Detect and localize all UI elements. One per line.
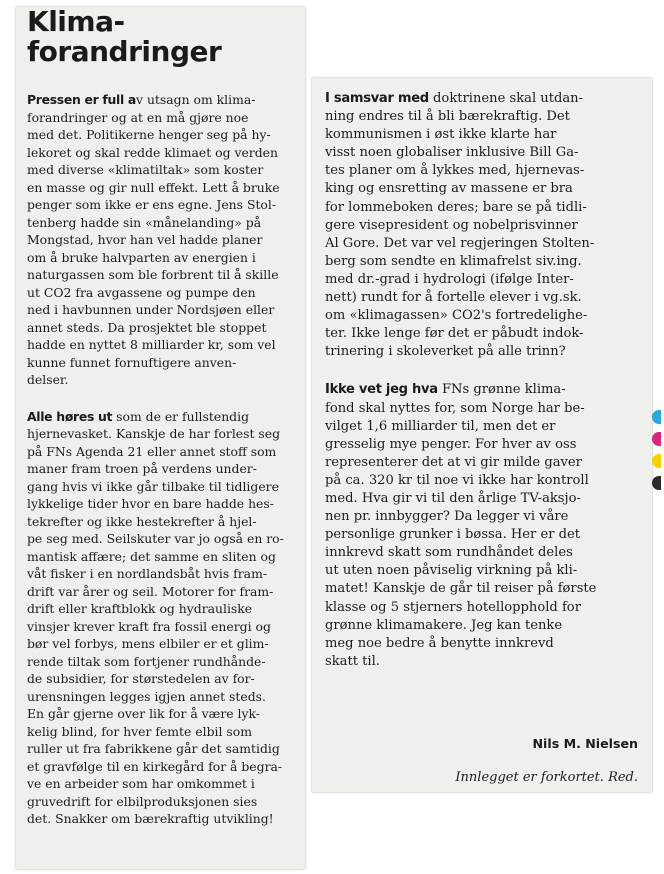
- text-line: [27, 425, 299, 443]
- line-text: ter. Ikke lenge før det er påbudt indok-: [325, 326, 584, 342]
- author-signature: Nils M. Nielsen: [532, 736, 638, 751]
- text-line: [27, 144, 299, 162]
- line-text: ve en arbeider som har omkommet i: [27, 776, 255, 791]
- text-line: [325, 199, 650, 217]
- paragraph-gap: [27, 389, 299, 408]
- text-line: [325, 418, 650, 436]
- text-line: [27, 810, 299, 828]
- line-text: matet! Kanskje de går til reiser på første: [325, 581, 597, 597]
- text-line: [27, 740, 299, 758]
- line-text: delser.: [27, 372, 69, 387]
- text-line: [27, 723, 299, 741]
- line-text: annet steds. Da prosjektet ble stoppet: [27, 319, 267, 335]
- line-text: gruvedrift for elbilproduksjonen sies: [27, 793, 258, 809]
- line-text: v utsagn om klima-: [136, 92, 256, 107]
- text-line: [325, 544, 650, 562]
- line-text: doktrinene skal utdan-: [428, 91, 584, 106]
- paragraph-lead: I samsvar med: [325, 91, 429, 106]
- line-text: pe seg med. Seilskuter var jo også en ro-: [27, 531, 284, 546]
- text-line: [325, 271, 650, 289]
- text-line: [325, 144, 650, 162]
- text-line: [325, 162, 650, 180]
- text-line: [27, 179, 299, 197]
- line-text: tenberg hadde sin «månelanding» på: [27, 214, 262, 230]
- line-text: gere visepresident og nobelprisvinner: [325, 217, 578, 233]
- text-line: [325, 617, 650, 635]
- article-footer: [325, 725, 650, 787]
- line-text: som de er fullstendig: [112, 408, 249, 424]
- line-text: de subsidier, for størstedelen av for-: [27, 671, 255, 686]
- line-text: grønne klimamakere. Jeg kan tenke: [325, 617, 563, 633]
- line-text: ruller ut fra fabrikkene går det samtidig: [27, 741, 280, 756]
- line-text: på FNs Agenda 21 eller annet stoff som: [27, 443, 277, 459]
- line-text: vilget 1,6 milliarder til, men det er: [325, 418, 556, 434]
- line-text: trinering i skoleverket på alle trinn?: [325, 344, 566, 360]
- line-text: hadde en nyttet 8 milliarder kr, som vel: [27, 337, 276, 352]
- text-line: [27, 284, 299, 302]
- line-text: Al Gore. Det var vel regjeringen Stolten-: [325, 235, 595, 251]
- text-line: [27, 161, 299, 179]
- line-text: urensningen legges igjen annet steds.: [27, 688, 266, 704]
- text-line: [27, 266, 299, 284]
- line-text: drift eller kraftblokk og hydrauliske: [27, 601, 253, 616]
- text-line: [325, 454, 650, 472]
- text-line: [27, 249, 299, 267]
- text-line: [325, 325, 650, 343]
- text-line: [27, 775, 299, 793]
- text-line: [27, 443, 299, 461]
- line-text: kunne funnet fornuftigere anven-: [27, 354, 237, 370]
- line-text: for lommeboken deres; bare se på tidli-: [325, 199, 587, 215]
- line-text: bør vel forbys, mens elbiler er et glim-: [27, 636, 269, 651]
- text-line: [325, 90, 650, 108]
- line-text: hjernevasket. Kanskje de har forlest seg: [27, 426, 281, 441]
- line-text: penger som ikke er ens egne. Jens Stol-: [27, 197, 277, 212]
- text-line: [325, 108, 650, 126]
- line-text: ut CO2 fra avgassene og pumpe den: [27, 284, 256, 300]
- text-line: [27, 126, 299, 144]
- line-text: ning endres til å bli bærekraftig. Det: [325, 109, 570, 125]
- registration-mark: [652, 432, 661, 446]
- text-line: [325, 653, 650, 671]
- line-text: berg som sendte en klimafrelst siv.ing.: [325, 253, 582, 269]
- line-text: king og ensretting av massene er bra: [325, 181, 573, 197]
- line-text: kommunismen i øst ikke klarte har: [325, 127, 557, 143]
- line-text: mantisk affære; det samme en sliten og: [27, 548, 276, 564]
- text-line: [325, 635, 650, 653]
- line-text: FNs grønne klima-: [437, 382, 566, 398]
- line-text: tes planer om å lykkes med, hjernevas-: [325, 163, 585, 179]
- text-line: [27, 408, 299, 426]
- line-text: lykkelige tider hvor en bare hadde hes-: [27, 496, 274, 511]
- text-line: [325, 400, 650, 418]
- text-line: [27, 460, 299, 478]
- text-line: [27, 530, 299, 548]
- line-text: nett) rundt for å fortelle elever i vg.sk.: [325, 290, 582, 306]
- text-line: [27, 583, 299, 601]
- text-line: [27, 371, 299, 389]
- text-line: [325, 289, 650, 307]
- text-line: [325, 343, 650, 361]
- text-line: [325, 126, 650, 144]
- text-line: [27, 565, 299, 583]
- text-line: [27, 214, 299, 232]
- text-line: [27, 196, 299, 214]
- line-text: vinsjer krever kraft fra fossil energi og: [27, 618, 271, 634]
- paragraph-lead: Alle høres ut: [27, 408, 113, 424]
- registration-mark: [652, 454, 661, 468]
- title-line: Klima-: [27, 5, 125, 38]
- line-text: på ca. 320 kr til noe vi ikke har kontroll: [325, 472, 589, 488]
- text-line: [27, 495, 299, 513]
- line-text: rende tiltak som fortjener rundhånde-: [27, 653, 266, 669]
- text-line: [325, 436, 650, 454]
- line-text: om «klimagassen» CO2's fortredelighe-: [325, 308, 588, 324]
- title-line: forandringer: [27, 35, 222, 68]
- text-line: [325, 180, 650, 198]
- text-line: [325, 599, 650, 617]
- line-text: klasse og 5 stjerners hotellopphold for: [325, 599, 581, 615]
- left-column: [27, 91, 299, 828]
- text-line: [27, 91, 299, 109]
- line-text: med dr.-grad i hydrologi (ifølge Inter-: [325, 271, 574, 287]
- text-line: [325, 235, 650, 253]
- text-line: [27, 336, 299, 354]
- line-text: nen pr. innbygger? Da legger vi våre: [325, 509, 569, 525]
- line-text: tekrefter og ikke hestekrefter å hjel-: [27, 513, 257, 529]
- line-text: gresselig mye penger. For hver av oss: [325, 436, 577, 452]
- line-text: gang hvis vi ikke går tilbake til tidligere: [27, 478, 279, 494]
- line-text: skatt til.: [325, 653, 380, 669]
- text-line: [27, 354, 299, 372]
- text-line: [27, 635, 299, 653]
- line-text: med diverse «klimatiltak» som koster: [27, 162, 264, 177]
- line-text: om å bruke halvparten av energien i: [27, 249, 256, 265]
- line-text: innkrevd skatt som rundhåndet deles: [325, 545, 573, 561]
- line-text: drift var årer og seil. Motorer for fram-: [27, 583, 274, 599]
- text-line: [27, 758, 299, 776]
- right-column: [325, 90, 650, 671]
- text-line: [27, 670, 299, 688]
- text-line: [325, 526, 650, 544]
- text-line: [325, 580, 650, 598]
- line-text: naturgassen som ble forbrent til å skille: [27, 267, 279, 282]
- text-line: [27, 618, 299, 636]
- text-line: [325, 562, 650, 580]
- text-line: [325, 253, 650, 271]
- line-text: det. Snakker om bærekraftig utvikling!: [27, 811, 274, 826]
- text-line: [27, 109, 299, 127]
- article-title: [27, 7, 221, 67]
- line-text: Mongstad, hvor han vel hadde planer: [27, 232, 263, 247]
- line-text: ned i havbunnen under Nordsjøen eller: [27, 302, 275, 317]
- paragraph-gap: [325, 361, 650, 381]
- line-text: maner fram troen på verdens under-: [27, 461, 257, 476]
- text-line: [27, 319, 299, 337]
- line-text: med det. Politikerne henger seg på hy-: [27, 127, 271, 142]
- text-line: [27, 705, 299, 723]
- line-text: et gravfølge til en kirkegård for å begra-: [27, 758, 283, 774]
- line-text: representerer det at vi gir milde gaver: [325, 454, 582, 470]
- line-text: fond skal nyttes for, som Norge har be-: [325, 400, 585, 416]
- text-line: [325, 508, 650, 526]
- text-line: [27, 478, 299, 496]
- text-line: [27, 688, 299, 706]
- line-text: meg noe bedre å benytte innkrevd: [325, 635, 554, 651]
- line-text: en masse og gir null effekt. Lett å bruke: [27, 179, 280, 195]
- paragraph-lead: Pressen er full a: [27, 92, 136, 107]
- line-text: kelig blind, for hver femte elbil som: [27, 723, 252, 739]
- line-text: ut uten noen påviselig virkning på kli-: [325, 563, 578, 579]
- line-text: med. Hva gir vi til den årlige TV-aksjo-: [325, 490, 581, 506]
- text-line: [325, 490, 650, 508]
- text-line: [27, 231, 299, 249]
- line-text: En går gjerne over lik for å være lyk-: [27, 706, 260, 721]
- text-line: [325, 217, 650, 235]
- text-line: [27, 600, 299, 618]
- text-line: [27, 513, 299, 531]
- line-text: forandringer og at en må gjøre noe: [27, 109, 249, 125]
- text-line: [325, 472, 650, 490]
- text-line: [325, 307, 650, 325]
- text-line: [27, 548, 299, 566]
- text-line: [325, 381, 650, 399]
- text-line: [27, 301, 299, 319]
- registration-mark: [652, 410, 661, 424]
- text-line: [27, 793, 299, 811]
- line-text: lekoret og skal redde klimaet og verden: [27, 144, 278, 160]
- line-text: visst noen globaliser inklusive Bill Ga-: [325, 145, 579, 161]
- paragraph-lead: Ikke vet jeg hva: [325, 382, 438, 398]
- text-line: [27, 653, 299, 671]
- editor-note: Innlegget er forkortet. Red.: [455, 770, 638, 785]
- registration-mark: [652, 476, 661, 490]
- line-text: personlige grunker i bøssa. Her er det: [325, 527, 581, 543]
- line-text: våt fisker i en nordlandsbåt hvis fram-: [27, 566, 268, 581]
